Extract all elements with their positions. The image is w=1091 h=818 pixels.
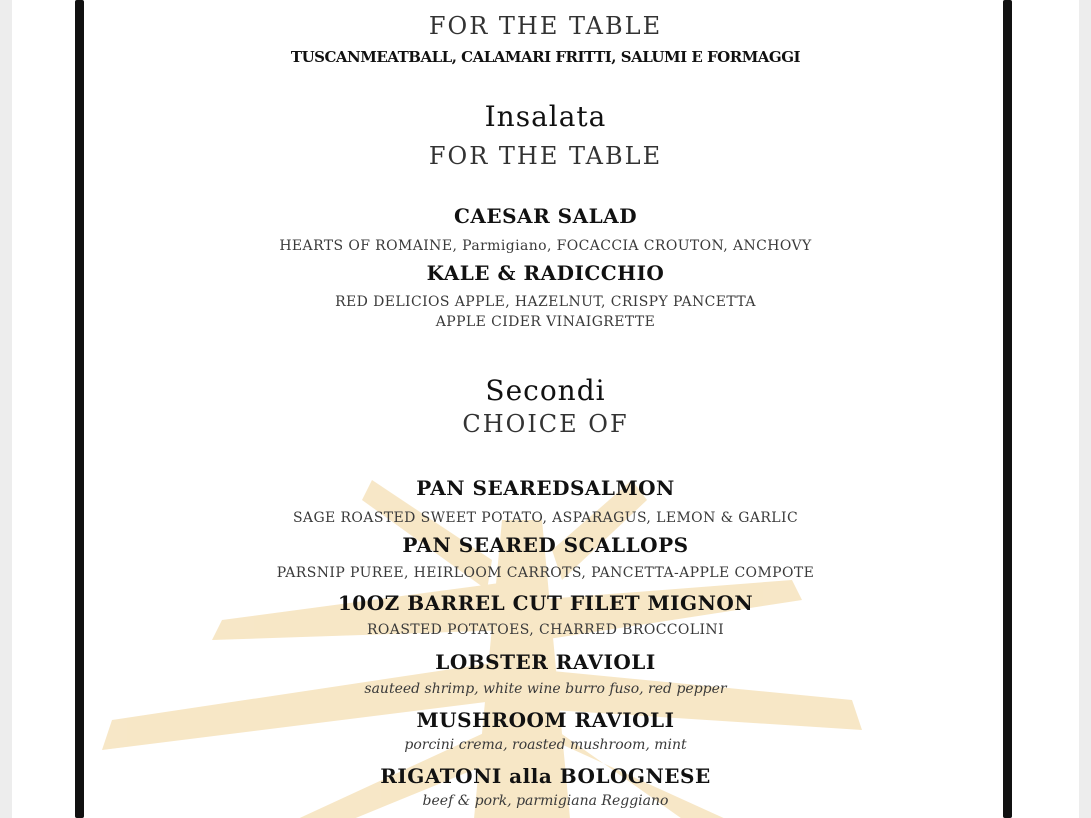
menu-item-filet-mignon: 10OZ BARREL CUT FILET MIGNON <box>337 591 754 615</box>
secondi-title: Secondi <box>485 374 606 407</box>
menu-item-caesar-salad: CAESAR SALAD <box>453 204 638 228</box>
menu-item-kale-desc-2: APPLE CIDER VINAIGRETTE <box>435 314 656 330</box>
for-the-table-label: FOR THE TABLE <box>428 12 663 40</box>
menu-item-rigatoni: RIGATONI alla BOLOGNESE <box>380 764 711 788</box>
menu-item-filet-desc: ROASTED POTATOES, CHARRED BROCCOLINI <box>366 622 725 638</box>
menu-item-scallops-desc: PARSNIP PUREE, HEIRLOOM CARROTS, PANCETTA-APPLE COMPOTE <box>276 565 815 581</box>
menu-item-rigatoni-desc: beef & pork, parmigiana Reggiano <box>422 793 669 809</box>
menu-content <box>12 0 1079 818</box>
menu-item-lobster-ravioli: LOBSTER RAVIOLI <box>435 650 656 674</box>
insalata-title: Insalata <box>484 100 607 133</box>
menu-item-lobster-desc: sauteed shrimp, white wine burro fuso, red pepper <box>364 681 727 697</box>
menu-item-kale-desc: RED DELICIOS APPLE, HAZELNUT, CRISPY PANCETTA <box>335 294 756 310</box>
menu-item-salmon-desc: SAGE ROASTED SWEET POTATO, ASPARAGUS, LEMON & GARLIC <box>292 510 799 526</box>
menu-item-mushroom-desc: porcini crema, roasted mushroom, mint <box>404 737 687 753</box>
menu-item-scallops: PAN SEARED SCALLOPS <box>402 533 689 557</box>
menu-item-salmon: PAN SEAREDSALMON <box>416 476 675 500</box>
insalata-label: FOR THE TABLE <box>428 142 663 170</box>
menu-item-caesar-desc: HEARTS OF ROMAINE, Parmigiano, FOCACCIA CROUTON, ANCHOVY <box>279 238 812 254</box>
secondi-label: CHOICE OF <box>462 410 629 438</box>
menu-page <box>12 0 1079 818</box>
menu-item-mushroom-ravioli: MUSHROOM RAVIOLI <box>416 708 675 732</box>
menu-item-kale-radicchio: KALE & RADICCHIO <box>426 261 665 285</box>
antipasti-items: TUSCANMEATBALL, CALAMARI FRITTI, SALUMI E FORMAGGI <box>290 48 801 66</box>
